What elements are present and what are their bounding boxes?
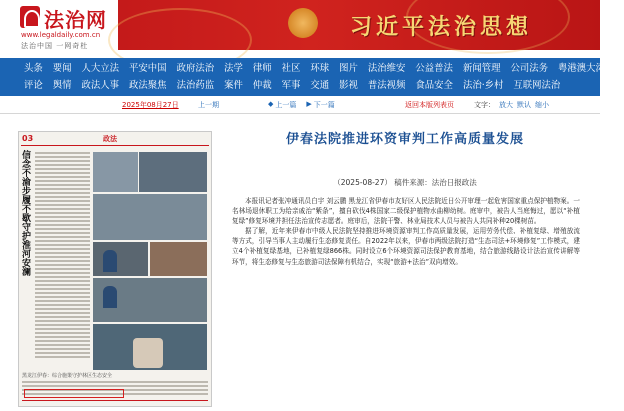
nav-item[interactable]: 要闻 — [52, 63, 72, 74]
font-size-controls — [474, 100, 553, 110]
nav-item[interactable]: 政法人事 — [81, 80, 120, 91]
nav-item[interactable]: 法治维安 — [367, 63, 406, 74]
nav-item[interactable]: 政法聚焦 — [129, 80, 167, 91]
nav-item[interactable]: 评论 — [24, 80, 43, 91]
nav-item[interactable]: 法治药监 — [176, 80, 215, 91]
news-photo — [93, 152, 138, 192]
next-article-link[interactable]: 下一篇 — [313, 101, 335, 109]
nav-item[interactable]: 交通 — [310, 80, 330, 91]
font-default-button[interactable]: 默认 — [517, 101, 531, 109]
nav-item[interactable]: 律师 — [252, 63, 272, 74]
emblem-icon — [288, 8, 318, 38]
site-url: www.legaldaily.com.cn — [21, 31, 101, 39]
nav-item[interactable]: 头条 — [24, 63, 43, 74]
article-body — [232, 196, 580, 267]
nav-item[interactable]: 食品安全 — [415, 80, 453, 91]
news-photo — [93, 278, 207, 322]
nav-item[interactable]: 军事 — [281, 80, 301, 91]
page-subheadline[interactable]: 黑龙江伊春：综合施策守护林区生态安全 — [22, 373, 113, 379]
page-rule — [21, 145, 209, 146]
main-nav — [0, 58, 615, 96]
epaper-toolbar — [0, 98, 600, 112]
nav-item[interactable]: 新闻管理 — [462, 63, 501, 74]
nav-item[interactable]: 法治·乡村 — [462, 80, 504, 91]
nav-item[interactable]: 影视 — [339, 80, 358, 91]
article-paragraph: 据了解，近年来伊春市中级人民法院坚持推进环境资源审判工作高质量发展，运用劳务代偿、补植复绿、增殖放流等方式，引导当事人主动履行生态修复责任。自2022年以来，伊春市两级法院打造“生态司法+环境修复”工作模式，建立4个补植复绿基地，已补植复绿866株。同时设立6个环境资源司法保护教育基地，结合旅游线路设计法治宣传讲解等环节，将生态修复与生态旅游司法保障有机结合，实现“旅游+法治”双向增效。 — [232, 227, 580, 266]
news-photo — [93, 194, 207, 240]
page-headline[interactable]: 信念不渝步履不歇守护淮河安澜 — [22, 151, 32, 278]
nav-item[interactable]: 案件 — [224, 80, 243, 91]
nav-item[interactable]: 仲裁 — [252, 80, 272, 91]
article-paragraph: 本报讯记者张冲通讯员白宇 刘云鹏 黑龙江省伊春市友好区人民法院近日公开审理一起危害国家重点保护植物案。一名林场退休职工为给亲戚治“紫条”，擅自砍伐4株国家二级保护植物水曲柳幼树。庭审中，被告人当庭悔过，愿以“补植复绿”修复环境并担任法治宣传志愿者。庭审后，法院干警、林业局技术人员与被告人共同补种20棵树苗。 — [232, 197, 580, 226]
nav-item[interactable]: 公司法务 — [510, 63, 548, 74]
news-photo — [93, 324, 207, 370]
issue-date-link[interactable]: 2025年08月27日 — [122, 101, 179, 109]
nav-item[interactable]: 环球 — [310, 63, 330, 74]
banner-title: 习近平法治思想 — [350, 14, 533, 40]
article-meta: （2025-08-27） 稿件来源：法治日报政法 — [333, 178, 477, 187]
article-title: 伊春法院推进环资审判工作高质量发展 — [285, 132, 524, 147]
next-arrow-icon: ▶ — [306, 100, 312, 108]
nav-item[interactable]: 舆情 — [52, 80, 72, 91]
back-to-list-link[interactable]: 返回本版列表页 — [405, 101, 454, 109]
news-photo — [93, 242, 148, 276]
nav-item[interactable]: 普法视频 — [367, 80, 406, 91]
nav-item[interactable]: 互联网法治 — [513, 80, 561, 91]
nav-row-primary — [24, 60, 624, 78]
current-article-highlight[interactable] — [24, 389, 124, 398]
font-size-label: 文字： — [474, 101, 495, 109]
nav-item[interactable]: 社区 — [281, 63, 301, 74]
prev-article-link[interactable]: 上一篇 — [275, 101, 297, 109]
nav-item[interactable]: 平安中国 — [129, 63, 167, 74]
nav-item[interactable]: 图片 — [339, 63, 358, 74]
article-pager — [268, 100, 345, 110]
article-text-block[interactable] — [35, 152, 90, 360]
prev-issue-link[interactable]: 上一期 — [198, 101, 219, 109]
font-large-button[interactable]: 放大 — [499, 101, 513, 109]
newspaper-page[interactable] — [18, 131, 212, 407]
news-photo — [150, 242, 207, 276]
prev-arrow-icon: ◆ — [268, 100, 274, 108]
page-rule — [22, 400, 208, 401]
nav-row-secondary — [24, 77, 570, 95]
news-photo — [139, 152, 207, 192]
site-logo-text[interactable]: 法治网 — [44, 8, 107, 32]
page-section: 政法 — [103, 135, 117, 143]
header-banner[interactable] — [118, 0, 600, 50]
page-number: 03 — [22, 134, 34, 143]
nav-item[interactable]: 法学 — [224, 63, 243, 74]
nav-item[interactable]: 公益普法 — [415, 63, 453, 74]
site-slogan: 法治中国 一网奇杜 — [21, 42, 89, 50]
logo-icon[interactable] — [20, 6, 40, 28]
nav-item[interactable]: 粤港澳大湾区 — [557, 63, 615, 74]
nav-item[interactable]: 政府法治 — [176, 63, 215, 74]
nav-item[interactable]: 人大立法 — [81, 63, 120, 74]
site-header — [0, 0, 600, 58]
toolbar-divider — [0, 113, 600, 114]
font-small-button[interactable]: 缩小 — [535, 101, 549, 109]
